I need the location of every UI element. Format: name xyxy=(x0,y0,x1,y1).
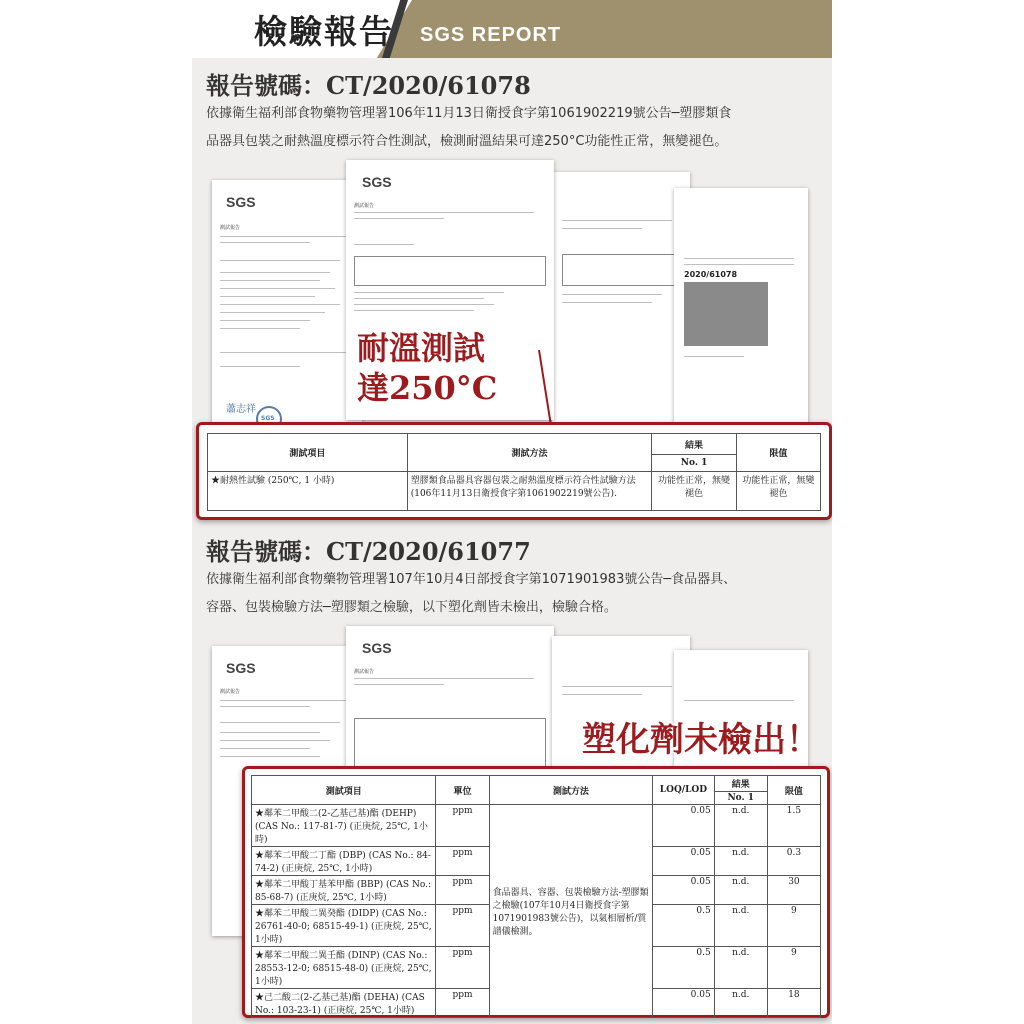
column-header: 單位 xyxy=(436,776,489,805)
table-cell: ppm xyxy=(436,805,489,847)
table-cell: 9 xyxy=(767,905,820,947)
report-document-page xyxy=(346,626,554,776)
sgs-logo: SGS xyxy=(226,660,256,676)
table-cell: 功能性正常，無變褪色 xyxy=(736,472,820,511)
table-cell: 1.5 xyxy=(767,805,820,847)
table-cell: ★耐熱性試驗 (250℃, 1 小時) xyxy=(208,472,408,511)
table-cell: n.d. xyxy=(714,876,767,905)
column-header: 結果 xyxy=(652,434,736,455)
report-number-2: 報告號碼：CT/2020/61077 xyxy=(206,537,531,566)
column-header: 測試方法 xyxy=(407,434,652,472)
description-line: 依據衛生福利部食物藥物管理署107年10月4日部授食字第1071901983號公告─食品器具、 xyxy=(206,572,737,587)
column-header: 測試方法 xyxy=(489,776,653,805)
report-number-1: 報告號碼：CT/2020/61078 xyxy=(206,71,531,100)
product-photo xyxy=(684,282,768,346)
table-cell: ★鄰苯二甲酸丁基苯甲酯 (BBP) (CAS No.: 85-68-7) (正庚烷, 25℃, 1小時) xyxy=(252,876,436,905)
table-cell: n.d. xyxy=(714,847,767,876)
column-header: 測試項目 xyxy=(252,776,436,805)
table-cell: ppm xyxy=(436,989,489,1018)
heat-test-table-box xyxy=(196,422,832,520)
report-page xyxy=(192,0,832,1024)
table-cell: ★鄰苯二甲酸二丁酯 (DBP) (CAS No.: 84-74-2) (正庚烷, 25℃, 1小時) xyxy=(252,847,436,876)
table-cell: 0.05 xyxy=(653,847,714,876)
seal-mark: SGS xyxy=(261,415,275,422)
report-description-2 xyxy=(206,566,826,622)
callout-line: 耐溫測試 xyxy=(357,329,486,367)
column-header: No. 1 xyxy=(714,792,767,805)
document-heading: 測試報告 xyxy=(354,203,375,209)
table-cell: ppm xyxy=(436,905,489,947)
column-header: 限值 xyxy=(736,434,820,472)
table-cell: 30 xyxy=(767,876,820,905)
description-line: 依據衛生福利部食物藥物管理署106年11月13日衛授食字第1061902219號公告─塑膠類食 xyxy=(206,106,732,121)
heat-test-callout xyxy=(357,328,505,412)
heat-test-table xyxy=(207,433,821,511)
table-cell: 18 xyxy=(767,989,820,1018)
table-cell: 0.05 xyxy=(653,805,714,847)
table-cell: n.d. xyxy=(714,947,767,989)
table-cell: 9 xyxy=(767,947,820,989)
table-cell: n.d. xyxy=(714,989,767,1018)
sgs-logo: SGS xyxy=(226,194,256,210)
table-cell: ppm xyxy=(436,947,489,989)
sgs-logo: SGS xyxy=(362,640,392,656)
column-header: 測試項目 xyxy=(208,434,408,472)
table-cell: 0.05 xyxy=(653,876,714,905)
table-cell: 0.5 xyxy=(653,905,714,947)
document-heading: 測試報告 xyxy=(354,669,375,675)
document-heading: 測試報告 xyxy=(220,225,241,231)
table-cell: 功能性正常，無變褪色 xyxy=(652,472,736,511)
column-header: LOQ/LOD xyxy=(653,776,714,805)
table-cell: ★鄰苯二甲酸二異癸酯 (DIDP) (CAS No.: 26761-40-0; 68515-49-1) (正庚烷, 25℃, 1小時) xyxy=(252,905,436,947)
plasticizer-callout: 塑化劑未檢出！ xyxy=(582,720,820,760)
table-cell: 0.05 xyxy=(653,989,714,1018)
document-heading: 測試報告 xyxy=(220,689,241,695)
table-row xyxy=(208,472,821,511)
table-cell: 0.5 xyxy=(653,947,714,989)
table-cell: ppm xyxy=(436,847,489,876)
plasticizer-table-box xyxy=(242,766,830,1018)
description-line: 容器、包裝檢驗方法─塑膠類之檢驗，以下塑化劑皆未檢出，檢驗合格。 xyxy=(206,600,617,615)
table-cell: 0.3 xyxy=(767,847,820,876)
table-cell: n.d. xyxy=(714,905,767,947)
banner-subtitle: SGS REPORT xyxy=(420,24,562,46)
report-description-1 xyxy=(206,100,826,156)
report-document-page xyxy=(674,188,808,438)
signature: 蕭志祥 xyxy=(226,404,256,415)
table-cell: ★鄰苯二甲酸二(2-乙基己基)酯 (DEHP) (CAS No.: 117-81-7) (正庚烷, 25℃, 1小時) xyxy=(252,805,436,847)
table-cell: 塑膠類食品器具容器包裝之耐熱溫度標示符合性試驗方法(106年11月13日衛授食字第1061902219號公告). xyxy=(407,472,652,511)
mini-report-number: 2020/61078 xyxy=(684,270,738,279)
table-cell: 食品器具、容器、包裝檢驗方法-塑膠類之檢驗(107年10月4日衛授食字第1071901983號公告)，以氣相層析/質譜儀檢測。 xyxy=(489,805,653,1018)
table-cell: n.d. xyxy=(714,805,767,847)
banner-title: 檢驗報告 xyxy=(254,12,394,51)
column-header: No. 1 xyxy=(652,455,736,472)
column-header: 結果 xyxy=(714,776,767,792)
report-document-page xyxy=(212,180,362,430)
header-banner xyxy=(192,0,832,58)
plasticizer-table xyxy=(251,775,821,1018)
callout-line: 達250°C xyxy=(357,369,498,407)
table-cell: ppm xyxy=(436,876,489,905)
column-header: 限值 xyxy=(767,776,820,805)
table-cell: ★鄰苯二甲酸二異壬酯 (DINP) (CAS No.: 28553-12-0; 68515-48-0) (正庚烷, 25℃, 1小時) xyxy=(252,947,436,989)
description-line: 品器具包裝之耐熱溫度標示符合性測試，檢測耐溫結果可達250°C功能性正常，無變褪色。 xyxy=(206,134,728,149)
table-cell: ★己二酸二(2-乙基己基)酯 (DEHA) (CAS No.: 103-23-1) (正庚烷, 25℃, 1小時) xyxy=(252,989,436,1018)
sgs-logo: SGS xyxy=(362,174,392,190)
table-row xyxy=(252,805,821,847)
report-document-page xyxy=(552,172,690,422)
